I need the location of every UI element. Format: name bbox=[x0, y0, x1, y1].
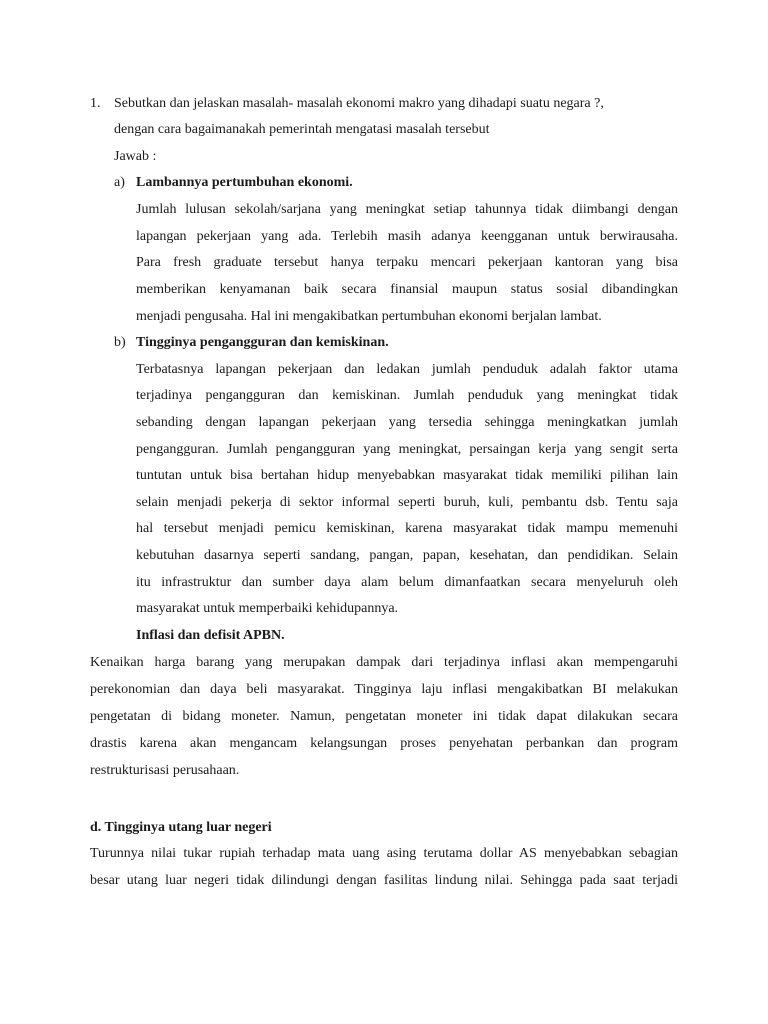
section-b-title: Tingginya pengangguran dan kemiskinan. bbox=[136, 335, 389, 350]
question-number: 1. bbox=[90, 96, 101, 111]
section-b-line-3: sebanding dengan lapangan pekerjaan yang tersedia sehingga meningkatkan jumlah bbox=[136, 415, 678, 430]
question-line-1: Sebutkan dan jelaskan masalah- masalah ekonomi makro yang dihadapi suatu negara ?, bbox=[114, 96, 604, 111]
section-d-line-1: Turunnya nilai tukar rupiah terhadap mata uang asing terutama dollar AS menyebabkan sebagian bbox=[90, 846, 678, 861]
section-a-line-2: lapangan pekerjaan yang ada. Terlebih masih adanya keengganan untuk berwirausaha. bbox=[136, 229, 678, 244]
section-b-line-6: selain menjadi pekerja di sektor informal seperti buruh, kuli, pembantu dsb. Tentu saja bbox=[136, 495, 678, 510]
section-b-line-4: pengangguran. Jumlah pengangguran yang meningkat, persaingan kerja yang sengit serta bbox=[136, 442, 678, 457]
section-a-marker: a) bbox=[114, 175, 125, 190]
section-c-line-2: perekonomian dan daya beli masyarakat. Tingginya laju inflasi mengakibatkan BI melakukan bbox=[90, 682, 678, 697]
section-c-line-1: Kenaikan harga barang yang merupakan dampak dari terjadinya inflasi akan mempengaruhi bbox=[90, 655, 678, 670]
section-a-line-4: memberikan kenyamanan baik secara finansial maupun status sosial dibandingkan bbox=[136, 282, 678, 297]
section-b-line-2: terjadinya pengangguran dan kemiskinan. Jumlah penduduk yang meningkat tidak bbox=[136, 388, 678, 403]
section-c-line-4: drastis karena akan mengancam kelangsungan proses penyehatan perbankan dan program bbox=[90, 736, 678, 751]
section-b-line-7: hal tersebut menjadi pemicu kemiskinan, karena masyarakat tidak mampu memenuhi bbox=[136, 521, 678, 536]
section-c-line-5: restrukturisasi perusahaan. bbox=[90, 763, 240, 778]
question-line-2: dengan cara bagaimanakah pemerintah mengatasi masalah tersebut bbox=[114, 122, 490, 137]
section-b-line-8: kebutuhan dasarnya seperti sandang, pangan, papan, kesehatan, dan pendidikan. Selain bbox=[136, 548, 678, 563]
section-b-line-1: Terbatasnya lapangan pekerjaan dan ledakan jumlah penduduk adalah faktor utama bbox=[136, 362, 678, 377]
section-d-title: d. Tingginya utang luar negeri bbox=[90, 820, 272, 835]
section-a-line-1: Jumlah lulusan sekolah/sarjana yang meningkat setiap tahunnya tidak diimbangi dengan bbox=[136, 202, 678, 217]
section-a-title: Lambannya pertumbuhan ekonomi. bbox=[136, 175, 353, 190]
section-b-line-5: tuntutan untuk bisa bertahan hidup menyebabkan masyarakat tidak memiliki pilihan lain bbox=[136, 468, 678, 483]
section-a-line-5: menjadi pengusaha. Hal ini mengakibatkan pertumbuhan ekonomi berjalan lambat. bbox=[136, 309, 602, 324]
answer-label: Jawab : bbox=[114, 149, 157, 164]
section-c-title: Inflasi dan defisit APBN. bbox=[136, 628, 285, 643]
section-b-marker: b) bbox=[114, 335, 126, 350]
section-d-line-2: besar utang luar negeri tidak dilindungi dengan fasilitas lindung nilai. Sehingga pada saat terjadi bbox=[90, 873, 678, 888]
section-b-line-9: itu infrastruktur dan sumber daya alam belum dimanfaatkan secara menyeluruh oleh bbox=[136, 575, 678, 590]
section-b-line-10: masyarakat untuk memperbaiki kehidupannya. bbox=[136, 601, 399, 616]
section-c-line-3: pengetatan di bidang moneter. Namun, pengetatan moneter ini tidak dapat dilakukan secara bbox=[90, 709, 678, 724]
section-a-line-3: Para fresh graduate tersebut hanya terpaku mencari pekerjaan kantoran yang bisa bbox=[136, 255, 678, 270]
